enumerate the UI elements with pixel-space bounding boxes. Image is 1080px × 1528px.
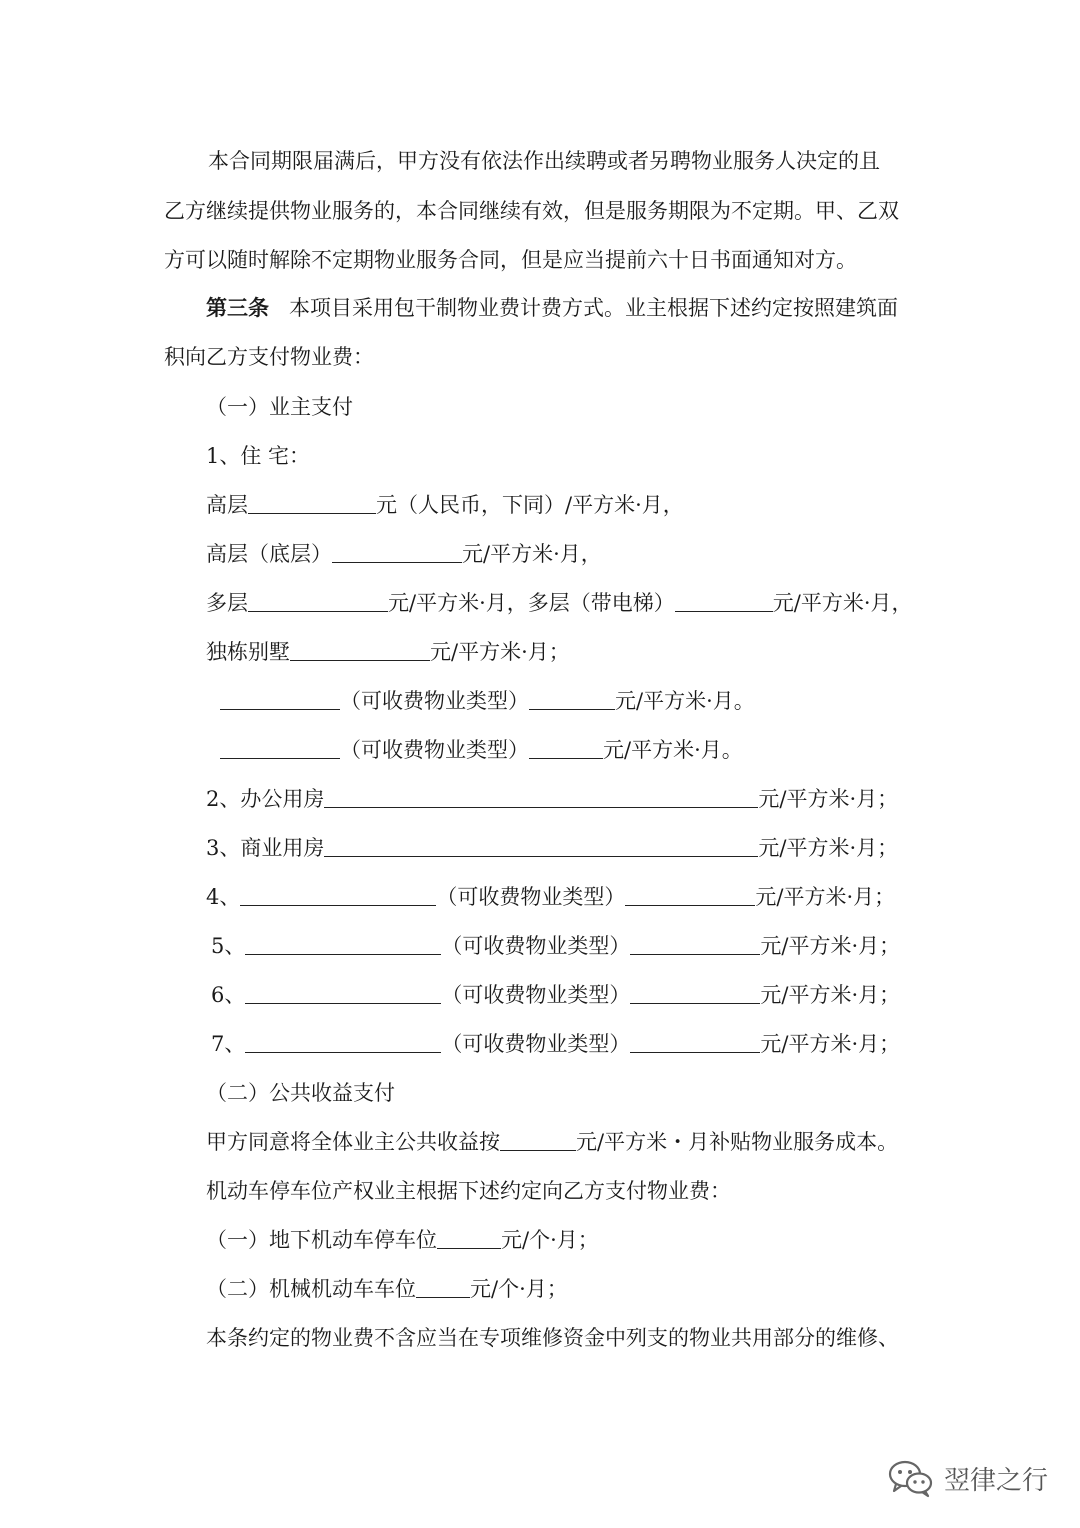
fee-label: （一）地下机动车停车位 — [206, 1228, 437, 1252]
item-number: 7、 — [211, 1032, 246, 1056]
residential-title: 1、住 宅： — [206, 444, 311, 468]
blank-field[interactable] — [245, 1032, 441, 1053]
paragraph-line: 本合同期限届满后，甲方没有依法作出续聘或者另聘物业服务人决定的且 — [208, 149, 880, 173]
fee-unit: 元/平方米·月； — [760, 1032, 901, 1056]
fee-line-other-type — [220, 686, 755, 716]
fee-unit: 元/平方米·月，多层（带电梯） — [388, 591, 675, 615]
fee-unit: 元/平方米·月， — [462, 542, 602, 566]
fee-type: （可收费物业类型） — [340, 689, 529, 713]
fee-line-item-7 — [211, 1029, 900, 1059]
fee-type: （可收费物业类型） — [436, 885, 626, 909]
fee-unit: 元/平方米·月； — [758, 836, 899, 860]
fee-unit: 元/平方米·月； — [760, 934, 901, 958]
fee-label: 独栋别墅 — [206, 640, 290, 664]
paragraph-line: 乙方继续提供物业服务的，本合同继续有效，但是服务期限为不定期。甲、乙双 — [164, 199, 899, 223]
fee-label: 高层 — [206, 493, 248, 517]
paragraph-line: 本条约定的物业费不含应当在专项维修资金中列支的物业共用部分的维修、 — [206, 1326, 899, 1350]
fee-unit: 元/平方米·月。 — [603, 738, 743, 762]
blank-field[interactable] — [290, 640, 430, 661]
article-3-line — [206, 293, 898, 323]
fee-label: 多层 — [206, 591, 248, 615]
blank-field[interactable] — [220, 738, 340, 759]
fee-unit: 元/平方米·月； — [758, 787, 899, 811]
fee-type: （可收费物业类型） — [441, 934, 631, 958]
article-number: 第三条 — [206, 295, 269, 320]
section-title: （二）公共收益支付 — [206, 1081, 395, 1105]
blank-field[interactable] — [529, 738, 603, 759]
wechat-icon — [888, 1458, 934, 1498]
blank-field[interactable] — [630, 1032, 760, 1053]
fee-type: （可收费物业类型） — [340, 738, 529, 762]
fee-line-high-rise-bottom — [206, 539, 602, 569]
fee-label: （二）机械机动车车位 — [206, 1277, 416, 1301]
public-income-line — [206, 1127, 898, 1157]
fee-line-office — [206, 784, 898, 814]
paragraph-line: 方可以随时解除不定期物业服务合同，但是应当提前六十日书面通知对方。 — [164, 248, 857, 272]
blank-field[interactable] — [220, 689, 340, 710]
fee-line-high-rise — [206, 490, 684, 520]
fee-unit: 元/平方米·月； — [430, 640, 570, 664]
article-text: 本项目采用包干制物业费计费方式。业主根据下述约定按照建筑面 — [289, 296, 898, 320]
watermark — [888, 1453, 1048, 1503]
fee-label: 2、办公用房 — [206, 787, 325, 811]
section-title: （一）业主支付 — [206, 395, 353, 419]
fee-line-underground-parking — [206, 1225, 599, 1255]
item-number: 4、 — [206, 885, 241, 909]
blank-field[interactable] — [324, 787, 758, 808]
fee-unit: 元/平方米·月； — [755, 885, 896, 909]
blank-field[interactable] — [416, 1277, 470, 1298]
paragraph-line: 积向乙方支付物业费： — [164, 345, 374, 369]
fee-line-villa — [206, 637, 570, 667]
fee-label: 高层（底层） — [206, 542, 332, 566]
fee-unit: 元/个·月； — [470, 1277, 568, 1301]
fee-line-multi-storey — [206, 588, 913, 618]
blank-field[interactable] — [332, 542, 462, 563]
blank-field[interactable] — [630, 934, 760, 955]
fee-line-item-6 — [211, 980, 900, 1010]
blank-field[interactable] — [324, 836, 758, 857]
item-number: 6、 — [211, 983, 246, 1007]
fee-line-mechanical-parking — [206, 1274, 568, 1304]
fee-type: （可收费物业类型） — [441, 983, 631, 1007]
blank-field[interactable] — [675, 591, 773, 612]
fee-unit: 元（人民币，下同）/平方米·月， — [376, 493, 684, 517]
blank-field[interactable] — [625, 885, 755, 906]
blank-field[interactable] — [240, 885, 436, 906]
blank-field[interactable] — [245, 934, 441, 955]
fee-line-commercial — [206, 833, 898, 863]
fee-unit: 元/平方米·月。 — [615, 689, 755, 713]
blank-field[interactable] — [500, 1130, 576, 1151]
fee-line-other-type — [220, 735, 743, 765]
fee-line-item-4 — [206, 882, 895, 912]
fee-type: （可收费物业类型） — [441, 1032, 631, 1056]
item-number: 5、 — [211, 934, 246, 958]
parking-intro: 机动车停车位产权业主根据下述约定向乙方支付物业费： — [206, 1179, 731, 1203]
subsidy-text: 元/平方米・月补贴物业服务成本。 — [576, 1130, 899, 1154]
blank-field[interactable] — [529, 689, 615, 710]
watermark-text: 翌律之行 — [944, 1465, 1049, 1496]
blank-field[interactable] — [245, 983, 441, 1004]
fee-line-item-5 — [211, 931, 900, 961]
fee-label: 3、商业用房 — [206, 836, 325, 860]
subsidy-text: 甲方同意将全体业主公共收益按 — [206, 1130, 500, 1154]
blank-field[interactable] — [248, 591, 388, 612]
fee-unit: 元/平方米·月， — [772, 591, 913, 615]
blank-field[interactable] — [437, 1228, 501, 1249]
fee-unit: 元/平方米·月； — [760, 983, 901, 1007]
blank-field[interactable] — [248, 493, 376, 514]
fee-unit: 元/个·月； — [501, 1228, 599, 1252]
blank-field[interactable] — [630, 983, 760, 1004]
